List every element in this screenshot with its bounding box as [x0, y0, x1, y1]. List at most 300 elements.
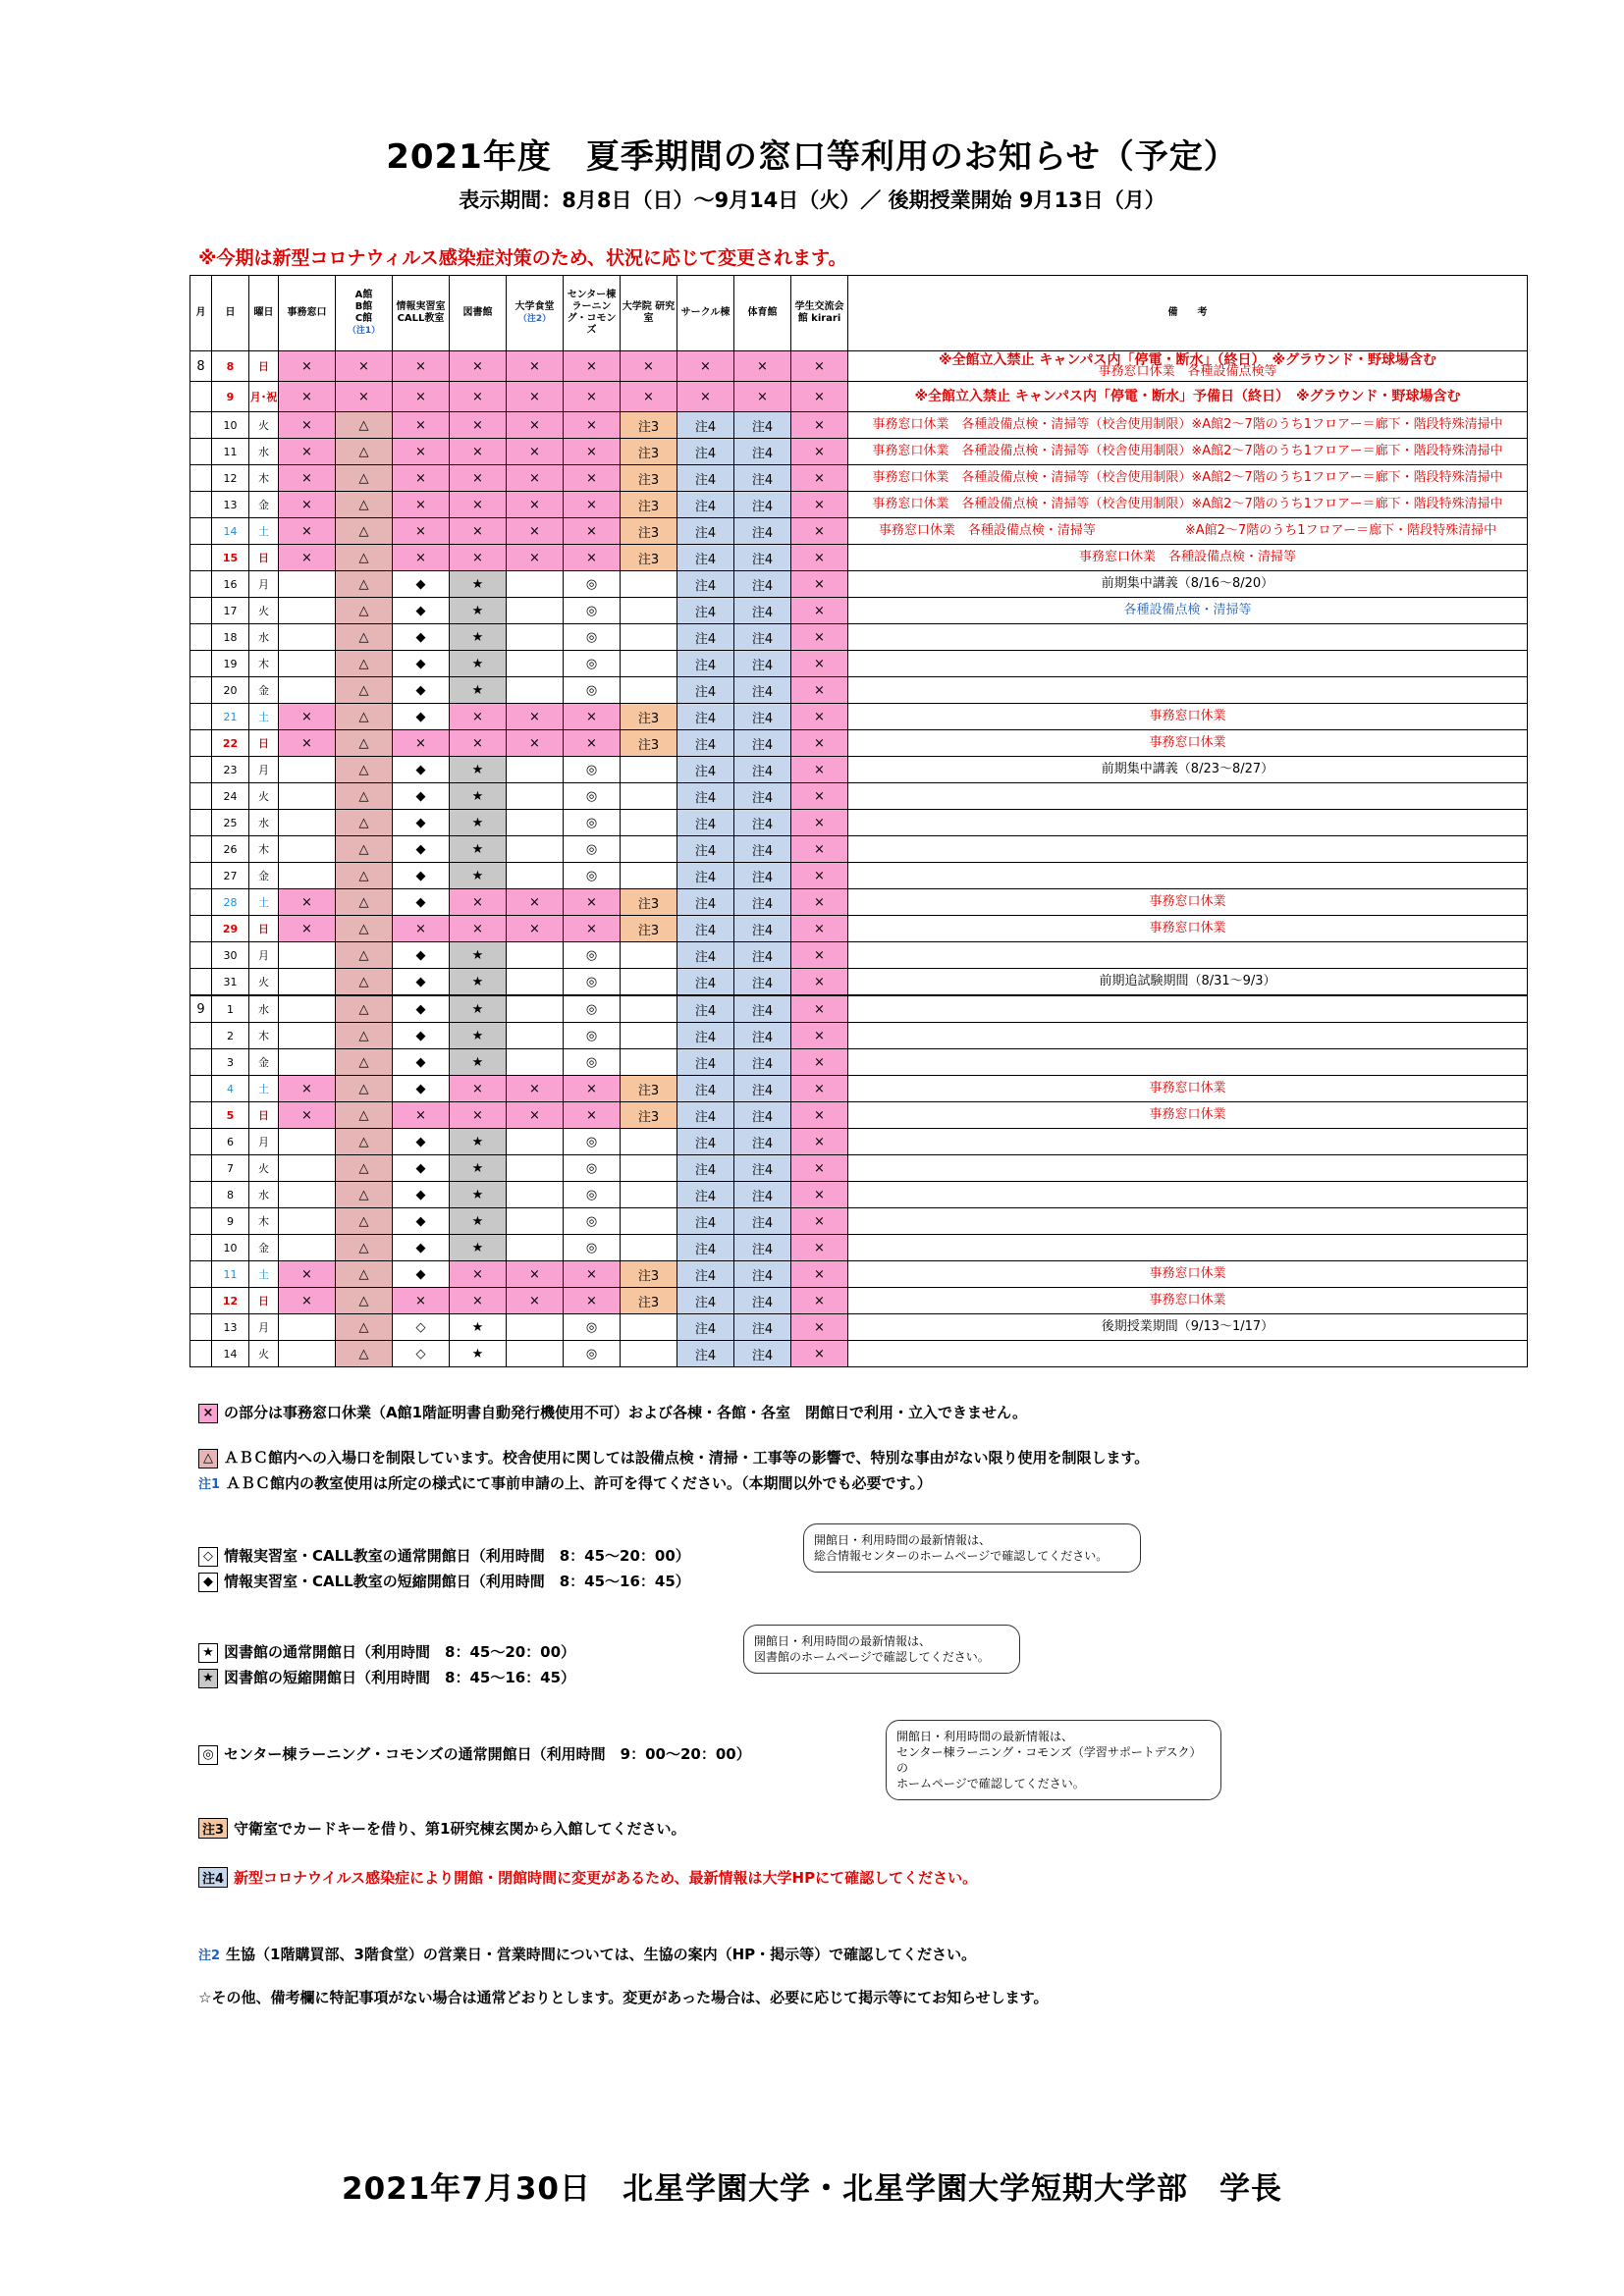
info-cell: ×	[393, 1288, 450, 1314]
coop-cell	[507, 571, 564, 598]
footer-signature: 2021年7月30日 北星学園大学・北星学園大学短期大学部 学長	[342, 2171, 1282, 2207]
remarks-cell: ※全館立入禁止 キャンパス内「停電・断水」予備日（終日） ※グラウンド・野球場含む	[848, 382, 1528, 412]
coop-cell	[507, 1182, 564, 1208]
circle-cell: 注4	[677, 571, 734, 598]
day-cell: 19	[212, 651, 249, 677]
abc-cell: △	[336, 1288, 393, 1314]
day-cell: 10	[212, 1235, 249, 1261]
info-cell: ×	[393, 382, 450, 412]
table-row	[190, 942, 1528, 969]
month-cell	[190, 439, 212, 465]
info-cell: ◆	[393, 1155, 450, 1182]
office-cell: ×	[279, 545, 336, 571]
table-row	[190, 351, 1528, 382]
weekday-cell: 木	[249, 651, 279, 677]
remarks-cell: 前期集中講義（8/16～8/20）	[848, 571, 1528, 598]
abc-cell: △	[336, 651, 393, 677]
kirari-cell: ×	[791, 651, 848, 677]
coop-cell	[507, 757, 564, 783]
info-cell: ◆	[393, 1235, 450, 1261]
coop-cell: ×	[507, 382, 564, 412]
table-row	[190, 382, 1528, 412]
grad-cell	[621, 1182, 677, 1208]
day-cell: 1	[212, 995, 249, 1023]
library-cell: ★	[450, 1182, 507, 1208]
table-row	[190, 783, 1528, 810]
office-cell: ×	[279, 704, 336, 730]
kirari-cell: ×	[791, 412, 848, 439]
info-cell: ◆	[393, 1182, 450, 1208]
info-cell: ◆	[393, 810, 450, 836]
day-cell: 16	[212, 571, 249, 598]
weekday-cell: 日	[249, 545, 279, 571]
day-cell: 4	[212, 1076, 249, 1102]
office-cell	[279, 624, 336, 651]
remarks-cell: 事務窓口休業 各種設備点検・清掃等	[848, 545, 1528, 571]
center-cell: ◎	[564, 969, 621, 996]
weekday-cell: 火	[249, 969, 279, 996]
coop-cell	[507, 1155, 564, 1182]
info-cell: ×	[393, 545, 450, 571]
abc-cell: △	[336, 1314, 393, 1341]
circle-cell: 注4	[677, 1314, 734, 1341]
info-cell: ×	[393, 916, 450, 942]
remarks-cell: 事務窓口休業	[848, 889, 1528, 916]
abc-cell: △	[336, 1261, 393, 1288]
table-row	[190, 1102, 1528, 1129]
day-cell: 13	[212, 492, 249, 518]
month-cell	[190, 1208, 212, 1235]
grad-cell	[621, 1314, 677, 1341]
coop-cell	[507, 863, 564, 889]
library-cell: ×	[450, 465, 507, 492]
office-cell: ×	[279, 730, 336, 757]
grad-cell: 注3	[621, 704, 677, 730]
month-cell	[190, 1076, 212, 1102]
weekday-cell: 月	[249, 1314, 279, 1341]
library-cell: ×	[450, 1076, 507, 1102]
abc-cell: △	[336, 1182, 393, 1208]
abc-cell: △	[336, 889, 393, 916]
coop-cell: ×	[507, 545, 564, 571]
center-cell: ×	[564, 1076, 621, 1102]
legend-note3: 注3 守衛室でカードキーを借り、第1研究棟玄関から入館してください。	[198, 1818, 686, 1839]
table-row	[190, 730, 1528, 757]
coop-cell: ×	[507, 1076, 564, 1102]
day-cell: 9	[212, 382, 249, 412]
kirari-cell: ×	[791, 836, 848, 863]
info-cell: ◆	[393, 1129, 450, 1155]
info-cell: ×	[393, 492, 450, 518]
info-cell: ◆	[393, 704, 450, 730]
weekday-cell: 月	[249, 571, 279, 598]
table-row	[190, 439, 1528, 465]
library-cell: ★	[450, 571, 507, 598]
center-cell: ◎	[564, 942, 621, 969]
day-cell: 3	[212, 1049, 249, 1076]
day-cell: 18	[212, 624, 249, 651]
kirari-cell: ×	[791, 351, 848, 382]
circle-cell: 注4	[677, 730, 734, 757]
month-cell	[190, 518, 212, 545]
remarks-cell: 事務窓口休業 各種設備点検・清掃等 ※A館2～7階のうち1フロアー＝廊下・階段特殊清掃中	[848, 518, 1528, 545]
gym-cell: 注4	[734, 810, 791, 836]
grad-cell	[621, 598, 677, 624]
info-cell: ×	[393, 412, 450, 439]
abc-cell: △	[336, 677, 393, 704]
center-cell: ×	[564, 1102, 621, 1129]
kirari-cell: ×	[791, 1314, 848, 1341]
weekday-cell: 木	[249, 1023, 279, 1049]
grad-cell	[621, 863, 677, 889]
info-cell: ◆	[393, 969, 450, 996]
office-cell	[279, 1235, 336, 1261]
table-row	[190, 624, 1528, 651]
library-cell: ★	[450, 863, 507, 889]
remarks-cell: 事務窓口休業 各種設備点検・清掃等（校舎使用制限）※A館2～7階のうち1フロアー＝廊下・階段特殊清掃中	[848, 412, 1528, 439]
weekday-cell: 金	[249, 1235, 279, 1261]
coop-cell	[507, 1314, 564, 1341]
gym-cell: 注4	[734, 1182, 791, 1208]
month-cell	[190, 598, 212, 624]
header-month: 月	[190, 276, 212, 351]
coop-cell: ×	[507, 518, 564, 545]
circle-cell: 注4	[677, 624, 734, 651]
gym-cell: 注4	[734, 995, 791, 1023]
kirari-cell: ×	[791, 624, 848, 651]
library-cell: ★	[450, 1049, 507, 1076]
month-cell	[190, 1155, 212, 1182]
table-row	[190, 1182, 1528, 1208]
gym-cell: 注4	[734, 730, 791, 757]
grad-cell	[621, 810, 677, 836]
legend-library-short: ★ 図書館の短縮開館日（利用時間 8：45～16：45）	[198, 1667, 575, 1688]
info-cell: ◇	[393, 1341, 450, 1367]
header-coop: 大学食堂 （注2）	[507, 276, 564, 351]
remarks-cell: 事務窓口休業	[848, 1261, 1528, 1288]
library-cell: ★	[450, 677, 507, 704]
gym-cell: 注4	[734, 439, 791, 465]
month-cell	[190, 651, 212, 677]
month-cell	[190, 730, 212, 757]
month-cell	[190, 863, 212, 889]
abc-cell: △	[336, 836, 393, 863]
office-cell	[279, 1023, 336, 1049]
center-cell: ◎	[564, 1208, 621, 1235]
abc-cell: △	[336, 810, 393, 836]
circle-cell: 注4	[677, 916, 734, 942]
callout-library: 開館日・利用時間の最新情報は、 図書館のホームページで確認してください。	[743, 1625, 1020, 1674]
month-cell	[190, 1102, 212, 1129]
table-row	[190, 757, 1528, 783]
office-cell	[279, 1129, 336, 1155]
weekday-cell: 土	[249, 1261, 279, 1288]
coop-cell	[507, 783, 564, 810]
gym-cell: 注4	[734, 1023, 791, 1049]
circle-cell: 注4	[677, 704, 734, 730]
legend-center: ◎ センター棟ラーニング・コモンズの通常開館日（利用時間 9：00～20：00）	[198, 1743, 751, 1765]
info-cell: ×	[393, 1102, 450, 1129]
abc-cell: △	[336, 571, 393, 598]
day-cell: 7	[212, 1155, 249, 1182]
remarks-cell	[848, 1049, 1528, 1076]
library-cell: ★	[450, 810, 507, 836]
grad-cell	[621, 651, 677, 677]
coop-cell: ×	[507, 1288, 564, 1314]
abc-cell: △	[336, 412, 393, 439]
header-abc: A館 B館 C館 （注1）	[336, 276, 393, 351]
circle-cell: 注4	[677, 492, 734, 518]
library-cell: ★	[450, 1314, 507, 1341]
info-cell: ◆	[393, 1261, 450, 1288]
day-cell: 15	[212, 545, 249, 571]
remarks-cell: 事務窓口休業 各種設備点検・清掃等（校舎使用制限）※A館2～7階のうち1フロアー＝廊下・階段特殊清掃中	[848, 492, 1528, 518]
table-row	[190, 889, 1528, 916]
office-cell	[279, 1182, 336, 1208]
month-cell	[190, 916, 212, 942]
grad-cell: 注3	[621, 1102, 677, 1129]
info-cell: ◆	[393, 995, 450, 1023]
abc-cell: △	[336, 518, 393, 545]
legend-info-normal: ◇ 情報実習室・CALL教室の通常開館日（利用時間 8：45～20：00）	[198, 1545, 690, 1567]
circle-cell: 注4	[677, 810, 734, 836]
remarks-cell: 事務窓口休業	[848, 1288, 1528, 1314]
diamond-filled-icon: ◆	[198, 1573, 218, 1592]
coop-cell	[507, 598, 564, 624]
table-row	[190, 1049, 1528, 1076]
table-row	[190, 1208, 1528, 1235]
center-cell: ◎	[564, 651, 621, 677]
library-cell: ★	[450, 836, 507, 863]
center-cell: ◎	[564, 571, 621, 598]
grad-cell	[621, 836, 677, 863]
library-cell: ×	[450, 492, 507, 518]
month-cell	[190, 1341, 212, 1367]
coop-cell	[507, 624, 564, 651]
legend-other: ☆その他、備考欄に特記事項がない場合は通常どおりとします。変更があった場合は、必要に応じて掲示等にてお知らせします。	[198, 1989, 1049, 2006]
remarks-cell: 後期授業期間（9/13～1/17）	[848, 1314, 1528, 1341]
library-cell: ×	[450, 545, 507, 571]
legend-restricted: △ ＡＢＣ館内への入場口を制限しています。校舎使用に関しては設備点検・清掃・工事等の影響で、特別な事由がない限り使用を制限します。	[198, 1447, 1149, 1468]
table-row	[190, 995, 1528, 1023]
month-cell	[190, 1023, 212, 1049]
weekday-cell: 土	[249, 704, 279, 730]
table-row	[190, 412, 1528, 439]
abc-cell: ×	[336, 351, 393, 382]
abc-cell: △	[336, 1049, 393, 1076]
gym-cell: 注4	[734, 412, 791, 439]
circle-cell: 注4	[677, 1261, 734, 1288]
info-cell: ◆	[393, 942, 450, 969]
weekday-cell: 月･祝	[249, 382, 279, 412]
circle-cell: 注4	[677, 1208, 734, 1235]
weekday-cell: 火	[249, 783, 279, 810]
day-cell: 26	[212, 836, 249, 863]
library-cell: ×	[450, 439, 507, 465]
center-cell: ◎	[564, 1314, 621, 1341]
gym-cell: 注4	[734, 889, 791, 916]
grad-cell	[621, 1235, 677, 1261]
weekday-cell: 日	[249, 351, 279, 382]
kirari-cell: ×	[791, 1235, 848, 1261]
coop-cell: ×	[507, 412, 564, 439]
day-cell: 11	[212, 1261, 249, 1288]
info-cell: ◆	[393, 651, 450, 677]
abc-cell: △	[336, 783, 393, 810]
circle-cell: ×	[677, 382, 734, 412]
weekday-cell: 木	[249, 465, 279, 492]
circle-cell: 注4	[677, 1155, 734, 1182]
office-cell	[279, 571, 336, 598]
library-cell: ★	[450, 757, 507, 783]
abc-cell: △	[336, 730, 393, 757]
table-row	[190, 518, 1528, 545]
coop-cell: ×	[507, 889, 564, 916]
info-cell: ◆	[393, 624, 450, 651]
office-cell	[279, 969, 336, 996]
kirari-cell: ×	[791, 1102, 848, 1129]
library-cell: ★	[450, 783, 507, 810]
day-cell: 17	[212, 598, 249, 624]
table-row	[190, 651, 1528, 677]
month-cell	[190, 571, 212, 598]
remarks-cell	[848, 624, 1528, 651]
library-cell: ★	[450, 1208, 507, 1235]
table-row	[190, 863, 1528, 889]
center-cell: ×	[564, 1261, 621, 1288]
circle-cell: 注4	[677, 1288, 734, 1314]
remarks-cell: 事務窓口休業	[848, 916, 1528, 942]
month-cell	[190, 1129, 212, 1155]
office-cell	[279, 942, 336, 969]
kirari-cell: ×	[791, 1341, 848, 1367]
center-cell: ×	[564, 1288, 621, 1314]
day-cell: 31	[212, 969, 249, 996]
legend-note2: 注2 生協（1階購買部、3階食堂）の営業日・営業時間については、生協の案内（HP・掲示等）で確認してください。	[198, 1946, 977, 1963]
circle-cell: 注4	[677, 1102, 734, 1129]
month-cell	[190, 624, 212, 651]
weekday-cell: 金	[249, 492, 279, 518]
kirari-cell: ×	[791, 492, 848, 518]
kirari-cell: ×	[791, 677, 848, 704]
library-cell: ★	[450, 1155, 507, 1182]
day-cell: 14	[212, 1341, 249, 1367]
grad-cell: 注3	[621, 1261, 677, 1288]
gym-cell: 注4	[734, 757, 791, 783]
abc-cell: △	[336, 439, 393, 465]
circle-cell: 注4	[677, 783, 734, 810]
circle-cell: 注4	[677, 889, 734, 916]
office-cell	[279, 1314, 336, 1341]
office-cell	[279, 783, 336, 810]
remarks-cell: 前期集中講義（8/23～8/27）	[848, 757, 1528, 783]
month-cell	[190, 545, 212, 571]
table-row	[190, 810, 1528, 836]
grad-cell	[621, 757, 677, 783]
restricted-swatch: △	[198, 1449, 218, 1468]
day-cell: 12	[212, 465, 249, 492]
gym-cell: ×	[734, 351, 791, 382]
table-row	[190, 571, 1528, 598]
grad-cell	[621, 783, 677, 810]
info-cell: ◆	[393, 1049, 450, 1076]
gym-cell: 注4	[734, 545, 791, 571]
library-cell: ★	[450, 1235, 507, 1261]
table-row	[190, 704, 1528, 730]
display-period: 表示期間：8月8日（日）～9月14日（火）／ 後期授業開始 9月13日（月）	[459, 188, 1165, 212]
circle-cell: 注4	[677, 598, 734, 624]
header-weekday: 曜日	[249, 276, 279, 351]
gym-cell: 注4	[734, 704, 791, 730]
abc-cell: △	[336, 1155, 393, 1182]
kirari-cell: ×	[791, 730, 848, 757]
table-row	[190, 1288, 1528, 1314]
gym-cell: 注4	[734, 624, 791, 651]
office-cell: ×	[279, 412, 336, 439]
center-cell: ◎	[564, 1023, 621, 1049]
abc-cell: △	[336, 1208, 393, 1235]
header-kirari: 学生交流会館 kirari	[791, 276, 848, 351]
center-cell: ◎	[564, 783, 621, 810]
table-row	[190, 916, 1528, 942]
abc-cell: △	[336, 863, 393, 889]
month-cell: 9	[190, 995, 212, 1023]
info-cell: ◆	[393, 836, 450, 863]
kirari-cell: ×	[791, 1076, 848, 1102]
remarks-cell	[848, 1208, 1528, 1235]
library-cell: ×	[450, 889, 507, 916]
remarks-cell: 事務窓口休業	[848, 730, 1528, 757]
circle-cell: 注4	[677, 518, 734, 545]
kirari-cell: ×	[791, 863, 848, 889]
library-cell: ×	[450, 1261, 507, 1288]
center-cell: ◎	[564, 863, 621, 889]
office-cell: ×	[279, 439, 336, 465]
gym-cell: 注4	[734, 1155, 791, 1182]
header-info: 情報実習室 CALL教室	[393, 276, 450, 351]
abc-cell: △	[336, 598, 393, 624]
office-cell: ×	[279, 889, 336, 916]
center-cell: ◎	[564, 1129, 621, 1155]
month-cell	[190, 810, 212, 836]
remarks-cell	[848, 1182, 1528, 1208]
month-cell: 8	[190, 351, 212, 382]
grad-cell	[621, 571, 677, 598]
grad-cell: 注3	[621, 492, 677, 518]
table-row	[190, 1261, 1528, 1288]
gym-cell: 注4	[734, 1076, 791, 1102]
weekday-cell: 金	[249, 1049, 279, 1076]
kirari-cell: ×	[791, 1261, 848, 1288]
center-cell: ◎	[564, 1155, 621, 1182]
day-cell: 5	[212, 1102, 249, 1129]
grad-cell	[621, 995, 677, 1023]
circle-cell: 注4	[677, 942, 734, 969]
table-row	[190, 1235, 1528, 1261]
day-cell: 12	[212, 1288, 249, 1314]
coop-cell	[507, 1023, 564, 1049]
remarks-cell	[848, 863, 1528, 889]
table-row	[190, 492, 1528, 518]
info-cell: ×	[393, 351, 450, 382]
gym-cell: 注4	[734, 1208, 791, 1235]
weekday-cell: 金	[249, 677, 279, 704]
abc-cell: △	[336, 757, 393, 783]
table-row	[190, 545, 1528, 571]
gym-cell: 注4	[734, 969, 791, 996]
kirari-cell: ×	[791, 1208, 848, 1235]
day-cell: 13	[212, 1314, 249, 1341]
